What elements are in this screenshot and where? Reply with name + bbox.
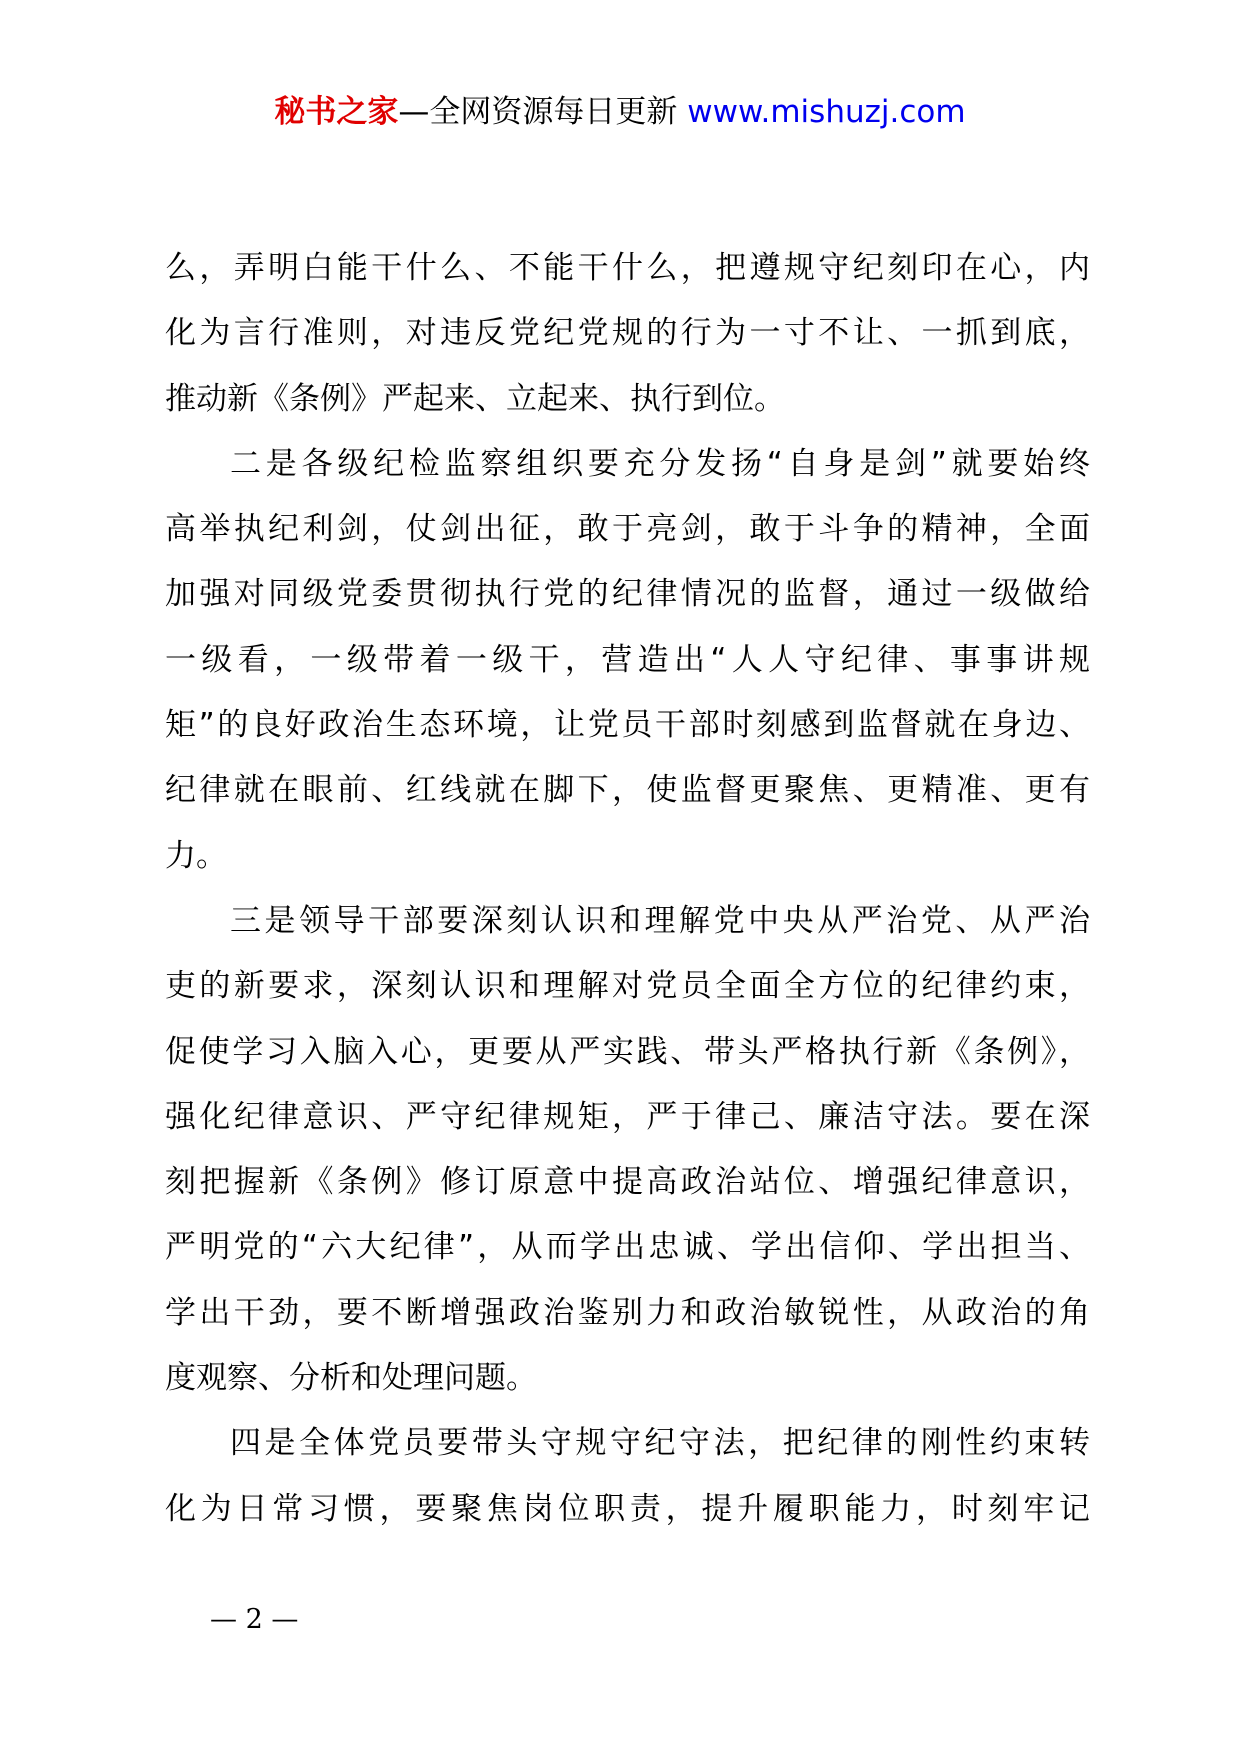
- text-line: 学出干劲，要不断增强政治鉴别力和政治敏锐性，从政治的角: [165, 1294, 1090, 1331]
- paragraph-start-line: 三是领导干部要深刻认识和理解党中央从严治党、从严治: [230, 902, 1090, 939]
- page-header: [0, 92, 1240, 132]
- text-line: 么，弄明白能干什么、不能干什么，把遵规守纪刻印在心，内: [165, 250, 1090, 286]
- text-line: 促使学习入脑入心，更要从严实践、带头严格执行新《条例》，: [165, 1033, 1090, 1070]
- document-body: [165, 236, 1090, 1542]
- site-url-link[interactable]: www.mishuzj.com: [687, 94, 966, 130]
- text-line: 强化纪律意识、严守纪律规矩，严于律己、廉洁守法。要在深: [165, 1098, 1090, 1135]
- text-line: 刻把握新《条例》修订原意中提高政治站位、增强纪律意识，: [165, 1164, 1090, 1201]
- text-line: 力。: [165, 837, 227, 874]
- text-line: 严明党的“六大纪律”，从而学出忠诚、学出信仰、学出担当、: [165, 1229, 1090, 1266]
- text-line: 高举执纪利剑，仗剑出征，敢于亮剑，敢于斗争的精神，全面: [165, 511, 1090, 548]
- text-line: 度观察、分析和处理问题。: [165, 1360, 537, 1397]
- text-line: 化为日常习惯，要聚焦岗位职责，提升履职能力，时刻牢记: [165, 1490, 1090, 1527]
- text-line: 化为言行准则，对违反党纪党规的行为一寸不让、一抓到底，: [165, 315, 1090, 352]
- text-line: 推动新《条例》严起来、立起来、执行到位。: [165, 380, 785, 417]
- paragraph-start-line: 四是全体党员要带头守规守纪守法，把纪律的刚性约束转: [230, 1425, 1090, 1462]
- text-line: 加强对同级党委贯彻执行党的纪律情况的监督，通过一级做给: [165, 576, 1090, 613]
- text-line: 一级看，一级带着一级干，营造出“人人守纪律、事事讲规: [165, 641, 1090, 678]
- text-line: 吏的新要求，深刻认识和理解对党员全面全方位的纪律约束，: [165, 968, 1090, 1005]
- site-brand: 秘书之家: [274, 94, 399, 130]
- site-slogan: —全网资源每日更新: [398, 94, 688, 130]
- text-line: 矩”的良好政治生态环境，让党员干部时刻感到监督就在身边、: [165, 707, 1090, 744]
- paragraph-start-line: 二是各级纪检监察组织要充分发扬“自身是剑”就要始终: [230, 445, 1090, 482]
- text-line: 纪律就在眼前、红线就在脚下，使监督更聚焦、更精准、更有: [165, 772, 1090, 809]
- page-number: — 2 —: [210, 1604, 299, 1635]
